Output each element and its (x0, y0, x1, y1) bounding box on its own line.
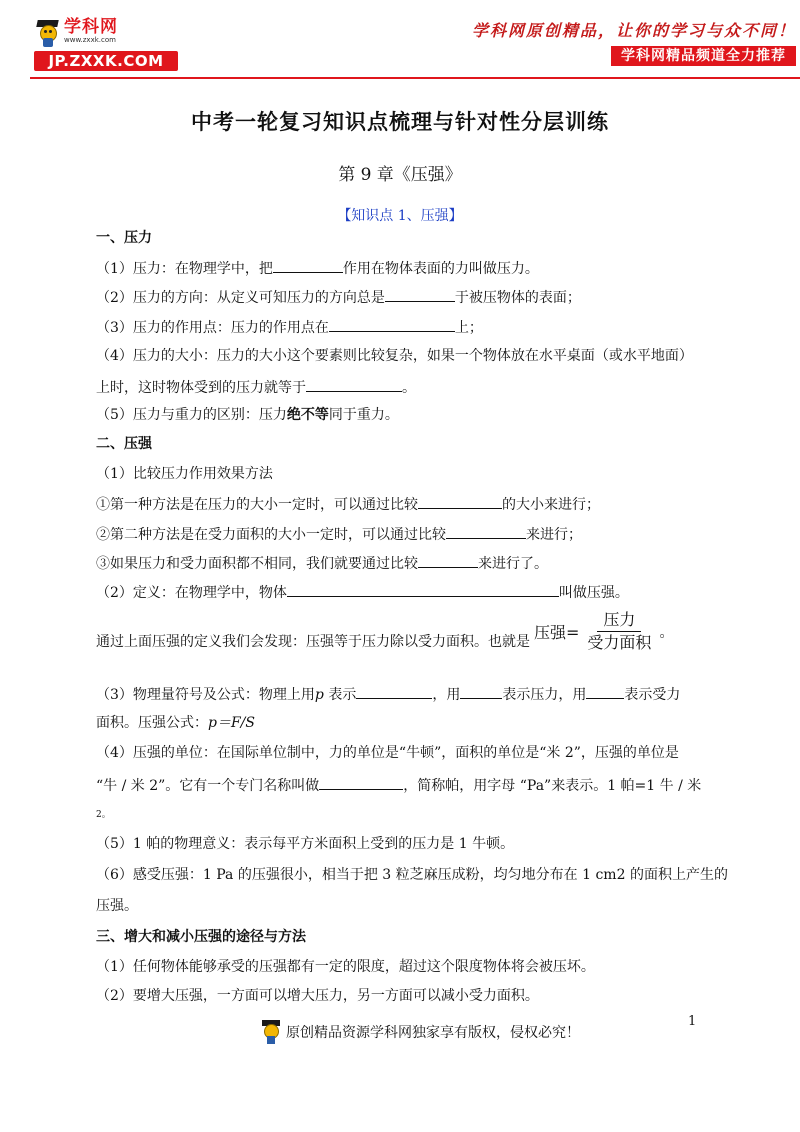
fill-blank (329, 317, 455, 332)
header-slogan (472, 20, 796, 66)
brand-text (64, 18, 118, 44)
logo-top (34, 18, 118, 48)
paragraph-line: （1）比较压力作用效果方法 (96, 466, 273, 482)
paragraph-line: （3）压力的作用点：压力的作用点在 上； (96, 317, 483, 337)
site-logo[interactable] (34, 18, 184, 72)
paragraph-line: （2）定义：在物理学中，物体 叫做压强。 (96, 582, 629, 602)
chapter-title: 第 9 章《压强》 (338, 165, 462, 185)
slogan-bar: 学科网精品频道全力推荐 (611, 46, 796, 66)
paragraph-line: 通过上面压强的定义我们会发现：压强等于压力除以受力面积。也就是 (96, 634, 530, 650)
paragraph-line: （5）压力与重力的区别：压力绝不等同于重力。 (96, 407, 399, 423)
fill-blank (418, 553, 478, 568)
paragraph-line: “牛 / 米 2”。它有一个专门名称叫做 ，简称帕，用字母 “Pa”来表示。1 帕=1 牛 / 米 (96, 775, 701, 795)
paragraph-line: （4）压力的大小：压力的大小这个要素则比较复杂，如果一个物体放在水平桌面（或水平地面） (96, 348, 693, 364)
footer (260, 1018, 580, 1046)
fill-blank (287, 582, 559, 597)
pressure-formula: 压强= $\frac{\text{压力}}{\text{受力面积}}$ 。 (534, 610, 674, 652)
mascot-icon (260, 1018, 282, 1046)
paragraph-line: （2）压力的方向：从定义可知压力的方向总是 于被压物体的表面； (96, 287, 581, 307)
header-divider (30, 77, 800, 79)
fraction-denominator: 受力面积 (587, 633, 652, 652)
slogan-text: 学科网原创精品，让你的学习与众不同！ (471, 21, 796, 40)
paragraph-line: （5）1 帕的物理意义：表示每平方米面积上受到的压力是 1 牛顿。 (96, 836, 515, 852)
section-heading-pressure-force: 一、压力 (96, 230, 152, 246)
fill-blank (273, 258, 343, 273)
paragraph-line: （2）要增大压强，一方面可以增大压力，另一方面可以减小受力面积。 (96, 988, 539, 1004)
paragraph-line: （6）感受压强：1 Pa 的压强很小，相当于把 3 粒芝麻压成粉，均匀地分布在 1 cm2 的面积上产生的 (96, 867, 728, 883)
brand-url: www.zxxk.com (64, 36, 116, 44)
brand-bar-text: JP.ZXXK.COM (48, 52, 164, 70)
fill-blank (446, 524, 526, 539)
paragraph-line: （1）任何物体能够承受的压强都有一定的限度，超过这个限度物体将会被压坏。 (96, 959, 595, 975)
page-number: 1 (688, 1014, 697, 1029)
paragraph-line: （1）压力：在物理学中，把 作用在物体表面的力叫做压力。 (96, 258, 539, 278)
fill-blank (385, 287, 455, 302)
paragraph-line: （3）物理量符号及公式：物理上用p 表示 ，用 表示压力，用 表示受力 (96, 684, 680, 704)
page-title: 中考一轮复习知识点梳理与针对性分层训练 (191, 109, 609, 134)
fill-blank (586, 684, 624, 699)
brand-name: 学科网 (64, 17, 118, 37)
knowledge-point-heading: 【知识点 1、压强】 (337, 208, 463, 224)
paragraph-line: ③如果压力和受力面积都不相同，我们就要通过比较 来进行了。 (96, 553, 548, 573)
fill-blank (356, 684, 432, 699)
fill-blank (418, 494, 502, 509)
paragraph-line: 面积。压强公式：p＝F/S (96, 715, 255, 731)
paragraph-line: 上时，这时物体受到的压力就等于 。 (96, 377, 416, 397)
fill-blank (460, 684, 502, 699)
paragraph-line: （4）压强的单位：在国际单位制中，力的单位是“牛顿”，面积的单位是“米 2”，压强的单位是 (96, 745, 679, 761)
paragraph-line: 压强。 (96, 898, 138, 914)
fill-blank (306, 377, 402, 392)
brand-bar (34, 51, 178, 71)
mascot-icon (34, 18, 62, 48)
fill-blank (319, 775, 403, 790)
paragraph-line: ①第一种方法是在压力的大小一定时，可以通过比较 的大小来进行； (96, 494, 600, 514)
section-heading-methods: 三、增大和减小压强的途径与方法 (96, 929, 306, 945)
paragraph-line: ②第二种方法是在受力面积的大小一定时，可以通过比较 来进行； (96, 524, 582, 544)
section-heading-pressure: 二、压强 (96, 436, 152, 452)
fraction-numerator: 压力 (597, 611, 641, 632)
footer-copyright: 原创精品资源学科网独家享有版权，侵权必究！ (286, 1025, 580, 1041)
paragraph-line: 2。 (96, 810, 111, 820)
